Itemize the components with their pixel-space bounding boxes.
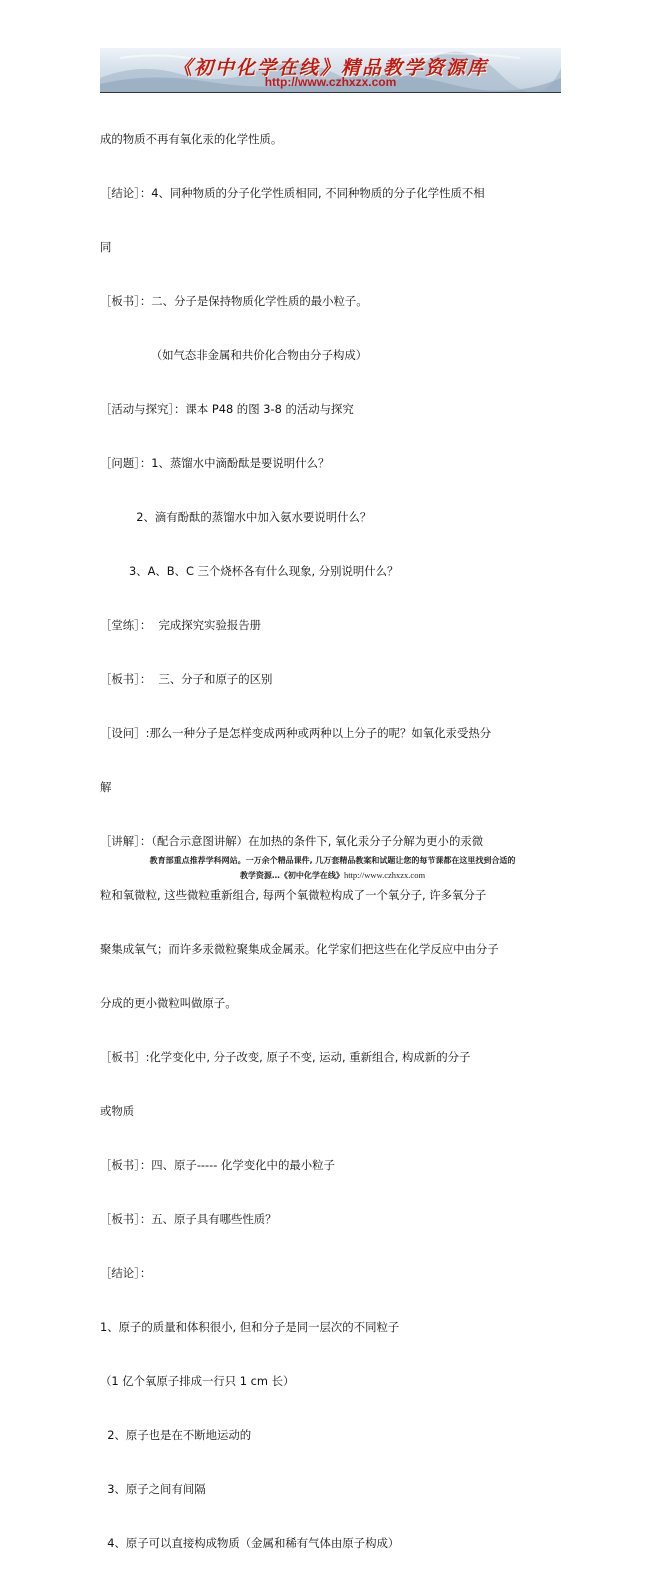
text-line: 成的物质不再有氧化汞的化学性质。 — [100, 132, 283, 146]
header-divider — [100, 92, 561, 93]
footer-prefix: 教学资源…《初中化学在线》 — [239, 871, 344, 880]
text-line: ［讲解］：（配合示意图讲解）在加热的条件下, 氧化汞分子分解为更小的汞微 — [100, 834, 484, 848]
text-line: 3、A、B、C 三个烧杯各有什么现象, 分别说明什么？ — [100, 564, 399, 578]
footer-url[interactable]: http://www.czhxzx.com — [343, 870, 426, 880]
text-line: ［结论］： — [100, 1266, 152, 1280]
footer-line-1: 教育部重点推荐学科网站。一万余个精品课件, 几万套精品教案和试题让您的每节课都在这里找到合适的 — [149, 856, 516, 865]
text-line: ［板书］： 三、分子和原子的区别 — [100, 672, 273, 686]
text-line: 解 — [100, 780, 112, 794]
lesson-text — [100, 94, 570, 1570]
text-line: （1 亿个氧原子排成一行只 1 cm 长） — [100, 1374, 295, 1388]
text-line: ［设问］:那么一种分子是怎样变成两种或两种以上分子的呢？如氧化汞受热分 — [100, 726, 492, 740]
text-line: ［板书］：四、原子----- 化学变化中的最小粒子 — [100, 1158, 335, 1172]
text-line: ［板书］：二、分子是保持物质化学性质的最小粒子。 — [100, 294, 368, 308]
site-url[interactable]: http://www.czhxzx.com — [264, 75, 397, 89]
text-line: ［活动与探究］：课本 P48 的图 3-8 的活动与探究 — [100, 402, 354, 416]
text-line: 或物质 — [100, 1104, 135, 1118]
header-banner — [100, 48, 561, 92]
footer-line-2 — [60, 868, 605, 883]
text-line: ［堂练］： 完成探究实验报告册 — [100, 618, 262, 632]
text-line: ［板书］：五、原子具有哪些性质？ — [100, 1212, 277, 1226]
text-line: （如气态非金属和共价化合物由分子构成） — [100, 348, 368, 362]
text-line: 聚集成氧气；而许多汞微粒聚集成金属汞。化学家们把这些在化学反应中由分子 — [100, 942, 499, 956]
text-line: ［结论］：4、同种物质的分子化学性质相同, 不同种物质的分子化学性质不相 — [100, 186, 485, 200]
site-title: 《初中化学在线》精品教学资源库 — [172, 57, 488, 79]
text-line: 3、原子之间有间隔 — [100, 1482, 206, 1496]
text-line: 分成的更小微粒叫做原子。 — [100, 996, 237, 1010]
text-line: 1、原子的质量和体积很小, 但和分子是同一层次的不同粒子 — [100, 1320, 400, 1334]
text-line: 粒和氧微粒, 这些微粒重新组合, 每两个氧微粒构成了一个氧分子, 许多氧分子 — [100, 888, 487, 902]
text-line: 同 — [100, 240, 112, 254]
text-line: ［问题］：1、蒸馏水中滴酚酞是要说明什么？ — [100, 456, 330, 470]
page-footer — [60, 853, 605, 883]
text-line: ［板书］:化学变化中, 分子改变, 原子不变, 运动, 重新组合, 构成新的分子 — [100, 1050, 471, 1064]
text-line: 4、原子可以直接构成物质（金属和稀有气体由原子构成） — [100, 1536, 400, 1550]
text-line: 2、滴有酚酞的蒸馏水中加入氨水要说明什么？ — [100, 510, 372, 524]
text-line: 2、原子也是在不断地运动的 — [100, 1428, 252, 1442]
